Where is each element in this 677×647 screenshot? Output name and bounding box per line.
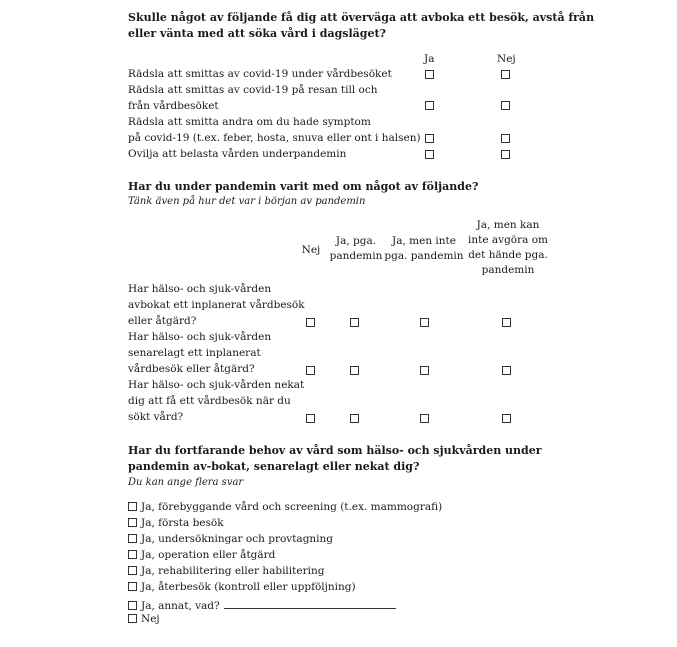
column-header-ja-inte-pga-pandemin: Ja, men inte pga. pandemin (384, 235, 464, 262)
option-forebyggande[interactable]: Ja, förebyggande vård och screening (t.ex. mammografi) (128, 501, 442, 513)
option-operation[interactable]: Ja, operation eller åtgärd (128, 549, 275, 561)
question-1-line-1: Skulle något av följande få dig att överväga att avboka ett besök, avstå från (128, 11, 595, 24)
option-annat-checkbox[interactable] (128, 601, 137, 610)
s2-row-2-kan-inte-avgora-checkbox[interactable] (502, 366, 511, 375)
option-aterbesok[interactable]: Ja, återbesök (kontroll eller uppföljning) (128, 581, 356, 593)
s2-row-3-nej-checkbox[interactable] (306, 414, 315, 423)
s2-row-1-label-line-2: avbokat ett inplanerat vårdbesök (128, 299, 305, 311)
option-forebyggande-checkbox[interactable] (128, 502, 137, 511)
s1-row-1-no-checkbox[interactable] (501, 70, 510, 79)
s2-row-3-ja-pga-checkbox[interactable] (350, 414, 359, 423)
s2-row-2-label-line-1: Har hälso- och sjuk-vården (128, 331, 272, 343)
s2-row-1-ja-inte-pga-checkbox[interactable] (420, 318, 429, 327)
option-rehabilitering[interactable]: Ja, rehabilitering eller habilitering (128, 565, 324, 577)
s2-row-1-label-line-3: eller åtgärd? (128, 315, 197, 327)
option-undersokningar-checkbox[interactable] (128, 534, 137, 543)
s1-row-3-yes-checkbox[interactable] (425, 134, 434, 143)
question-2-note: Tänk även på hur det var i början av pandemin (128, 196, 366, 207)
s2-row-2-ja-inte-pga-checkbox[interactable] (420, 366, 429, 375)
s2-row-3-label-line-3: sökt vård? (128, 411, 184, 423)
s1-row-4-yes-checkbox[interactable] (425, 150, 434, 159)
question-3-line-1: Har du fortfarande behov av vård som hälso- och sjukvården under (128, 444, 542, 457)
column-header-ja-pga-pandemin: Ja, pga. pandemin (329, 235, 383, 262)
s2-row-2-ja-pga-checkbox[interactable] (350, 366, 359, 375)
s1-row-1-yes-checkbox[interactable] (425, 70, 434, 79)
question-1-line-2: eller vänta med att söka vård i dagsläget? (128, 27, 386, 40)
question-3-line-2: pandemin av-bokat, senarelagt eller nekat dig? (128, 460, 420, 473)
s2-row-2-label-line-3: vårdbesök eller åtgärd? (128, 363, 255, 375)
s2-row-3-label-line-2: dig att få ett vårdbesök när du (128, 395, 291, 407)
s2-row-1-ja-pga-checkbox[interactable] (350, 318, 359, 327)
s2-row-2-label-line-2: senarelagt ett inplanerat (128, 347, 261, 359)
option-forsta-besok-checkbox[interactable] (128, 518, 137, 527)
s1-row-1-label: Rädsla att smittas av covid-19 under vårdbesöket (128, 68, 392, 80)
s1-row-4-label: Ovilja att belasta vården underpandemin (128, 148, 347, 160)
s1-row-2-label-line-1: Rädsla att smittas av covid-19 på resan till och (128, 84, 378, 96)
s2-row-1-nej-checkbox[interactable] (306, 318, 315, 327)
s1-row-3-label-line-1: Rädsla att smitta andra om du hade symptom (128, 116, 371, 128)
option-annat[interactable]: Ja, annat, vad? (128, 597, 396, 612)
option-forsta-besok[interactable]: Ja, första besök (128, 517, 224, 529)
s2-row-3-kan-inte-avgora-checkbox[interactable] (502, 414, 511, 423)
column-header-no: Nej (497, 53, 516, 65)
s1-row-3-label-line-2: på covid-19 (t.ex. feber, hosta, snuva eller ont i halsen) (128, 132, 421, 144)
column-header-nej: Nej (301, 244, 321, 256)
s1-row-2-label-line-2: från vårdbesöket (128, 100, 219, 112)
question-3-note: Du kan ange flera svar (128, 477, 244, 488)
s2-row-1-kan-inte-avgora-checkbox[interactable] (502, 318, 511, 327)
s1-row-3-no-checkbox[interactable] (501, 134, 510, 143)
question-2: Har du under pandemin varit med om något av följande? (128, 180, 479, 193)
s2-row-2-nej-checkbox[interactable] (306, 366, 315, 375)
s2-row-1-label-line-1: Har hälso- och sjuk-vården (128, 283, 272, 295)
s1-row-2-yes-checkbox[interactable] (425, 101, 434, 110)
option-annat-text-line[interactable] (224, 597, 396, 609)
option-nej-checkbox[interactable] (128, 614, 137, 623)
option-aterbesok-checkbox[interactable] (128, 582, 137, 591)
option-nej[interactable]: Nej (128, 613, 160, 625)
s1-row-4-no-checkbox[interactable] (501, 150, 510, 159)
option-operation-checkbox[interactable] (128, 550, 137, 559)
option-undersokningar[interactable]: Ja, undersökningar och provtagning (128, 533, 333, 545)
option-rehabilitering-checkbox[interactable] (128, 566, 137, 575)
s2-row-3-label-line-1: Har hälso- och sjuk-vården nekat (128, 379, 305, 391)
column-header-yes: Ja (424, 53, 435, 65)
s1-row-2-no-checkbox[interactable] (501, 101, 510, 110)
column-header-ja-kan-inte-avgora: Ja, men kan inte avgöra om det hände pga. pandemin (467, 219, 549, 276)
s2-row-3-ja-inte-pga-checkbox[interactable] (420, 414, 429, 423)
